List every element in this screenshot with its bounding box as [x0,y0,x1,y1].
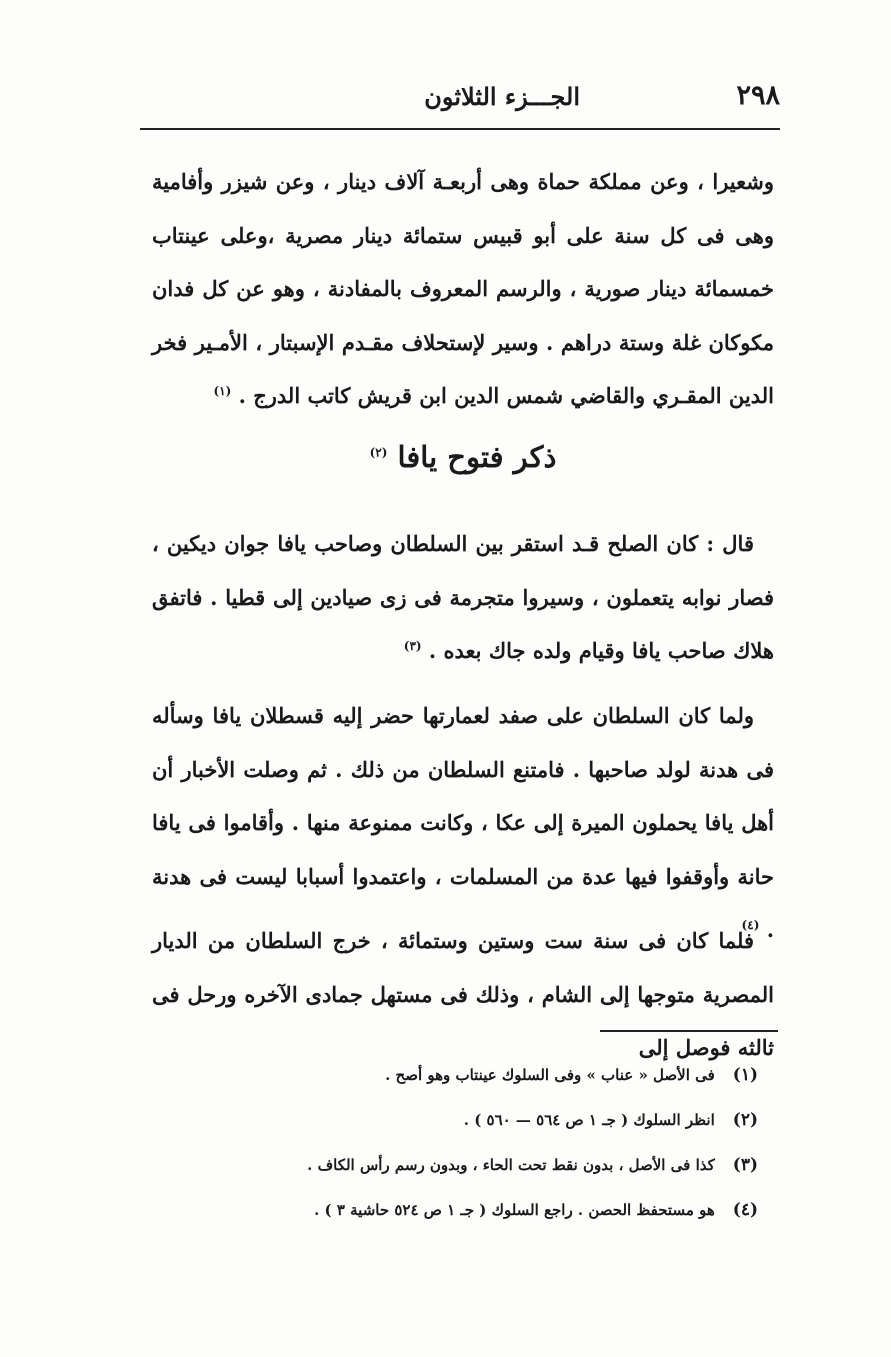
footnote-3 [200,1143,758,1188]
page-header [140,74,780,122]
footnote-number: (١) [732,1065,758,1085]
paragraph-4 [152,914,774,1075]
footnote-4 [200,1188,758,1233]
footnote-text: كذا فى الأصل ، بدون نقط تحت الحاء ، وبدون رسم رأس الكاف . [307,1156,715,1174]
footnote-number: (٢) [732,1110,758,1130]
page-number: ٢٩٨ [736,80,780,111]
footnote-separator [600,1030,778,1032]
paragraph-4-text: فلما كان فى سنة ست وستين وستمائة ، خرج السلطان من الديار المصرية متوجها إلى الشام ، وذلك فى مستهل جمادى الآخره ورحل فى ثالثه فوصل إلى [152,928,774,1060]
section-title-text: ذكر فتوح يافا [397,440,557,474]
header-rule [140,128,780,130]
section-title [152,440,774,474]
footnote-number: (٣) [732,1155,758,1175]
footnote-marker-3: (٣) [403,639,422,653]
paragraph-2-text: قال : كان الصلح قـد استقر بين السلطان وصاحب يافا جوان ديكين ، فصار نوابه يتعملون ، وسيروا متجرمة فى زى صيادين إلى قطيا . فاتفق هلاك صاحب يافا وقيام ولده جاك بعده . [152,531,774,663]
footnote-1 [200,1053,758,1098]
paragraph-2 [152,517,774,678]
footnote-text: هو مستحفظ الحصن . راجع السلوك ( جـ ١ ص ٥٢٤ حاشية ٣ ) . [314,1201,715,1219]
footnote-number: (٤) [732,1200,758,1220]
paragraph-1 [152,155,774,423]
running-title: الجـــزء الثلاثون [424,82,580,111]
footnote-marker-4: (٤) [741,918,760,932]
footnote-text: فى الأصل « عناب » وفى السلوك عينتاب وهو أصح . [385,1066,715,1084]
footnote-text: انظر السلوك ( جـ ١ ص ٥٦٤ — ٥٦٠ ) . [463,1111,715,1129]
footnote-2 [200,1098,758,1143]
footnotes [200,1053,758,1233]
paragraph-3-text: ولما كان السلطان على صفد لعمارتها حضر إليه قسطلان يافا وسأله فى هدنة لولد صاحبها . فامتنع السلطان من ذلك . ثم وصلت الأخبار أن أهل يافا يحملون الميرة إلى عكا ، وكانت ممنوعة منها . وأقاموا فى يافا حانة وأوقفوا فيها عدة من المسلمات ، واعتمدوا أسبابا ليست فى هدنة . [152,703,774,942]
footnote-marker-1: (١) [213,384,232,398]
footnote-marker-2: (٢) [369,445,388,460]
paragraph-1-text: وشعيرا ، وعن مملكة حماة وهى أربعـة آلاف دينار ، وعن شيزر وأفامية وهى فى كل سنة على أبو قبيس ستمائة دينار مصرية ،وعلى عينتاب خمسمائة دينار صورية ، والرسم المعروف بالمفادنة ، وهو عن كل فدان مكوكان غلة وستة دراهم . وسير لإستحلاف مقـدم الإسبتار ، الأمـير فخر الدين المقـري والقاضي شمس الدين ابن قريش كاتب الدرج . [152,169,774,408]
